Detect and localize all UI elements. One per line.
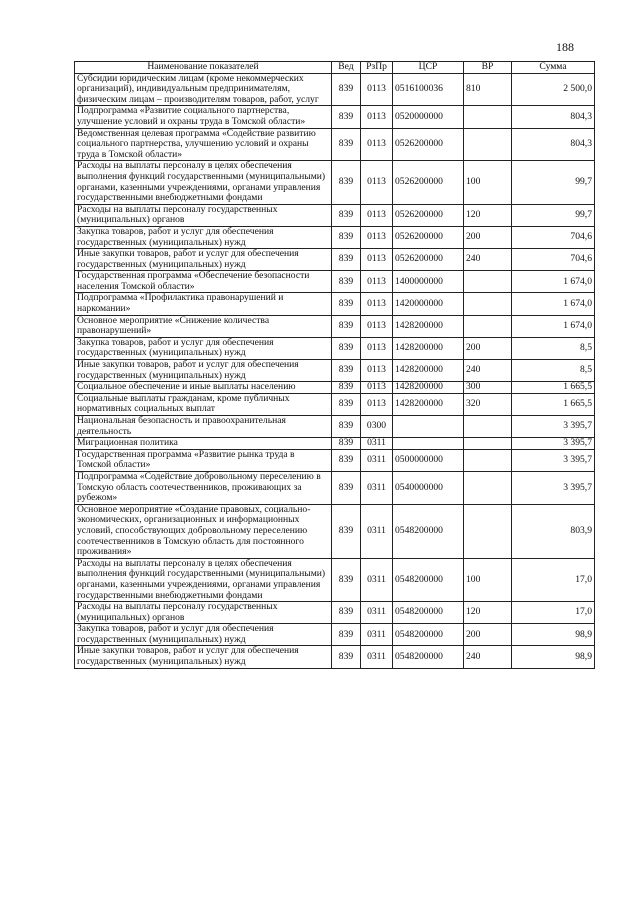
cell-vr: [464, 471, 512, 504]
budget-table: [74, 61, 595, 669]
cell-ved: 839: [332, 602, 361, 624]
table-row: [75, 128, 595, 161]
cell-vr: [464, 315, 512, 337]
cell-rzpr: 0113: [361, 315, 393, 337]
cell-rzpr: 0113: [361, 73, 393, 106]
cell-rzpr: 0113: [361, 337, 393, 359]
cell-name: Расходы на выплаты персоналу государственных (муниципальных) органов: [75, 204, 332, 226]
cell-csr: 0526200000: [393, 128, 464, 161]
table-row: [75, 106, 595, 128]
cell-name: Иные закупки товаров, работ и услуг для обеспечения государственных (муниципальных) нужд: [75, 646, 332, 668]
cell-csr: 0526200000: [393, 249, 464, 271]
cell-rzpr: 0113: [361, 382, 393, 394]
cell-vr: [464, 271, 512, 293]
cell-csr: [393, 416, 464, 438]
table-row: [75, 226, 595, 248]
cell-vr: 240: [464, 360, 512, 382]
cell-name: Миграционная политика: [75, 438, 332, 450]
cell-rzpr: 0113: [361, 271, 393, 293]
table-row: [75, 449, 595, 471]
cell-sum: 8,5: [512, 337, 595, 359]
cell-vr: [464, 128, 512, 161]
table-row: [75, 360, 595, 382]
cell-name: Закупка товаров, работ и услуг для обеспечения государственных (муниципальных) нужд: [75, 226, 332, 248]
cell-sum: 2 500,0: [512, 73, 595, 106]
table-row: [75, 393, 595, 415]
cell-ved: 839: [332, 624, 361, 646]
cell-csr: 0516100036: [393, 73, 464, 106]
cell-rzpr: 0311: [361, 646, 393, 668]
cell-name: Национальная безопасность и правоохранительная деятельность: [75, 416, 332, 438]
cell-csr: 1428200000: [393, 393, 464, 415]
cell-name: Расходы на выплаты персоналу в целях обеспечения выполнения функций государственными (муниципальными) органами, казенными учреждениями, органами управления государственными внебюджетными фондами: [75, 161, 332, 204]
cell-ved: 839: [332, 646, 361, 668]
cell-ved: 839: [332, 293, 361, 315]
cell-ved: 839: [332, 360, 361, 382]
cell-rzpr: 0113: [361, 204, 393, 226]
cell-rzpr: 0113: [361, 128, 393, 161]
table-row: [75, 471, 595, 504]
cell-vr: [464, 504, 512, 558]
cell-sum: 1 674,0: [512, 271, 595, 293]
cell-rzpr: 0113: [361, 249, 393, 271]
header-row: [75, 62, 595, 74]
cell-ved: 839: [332, 226, 361, 248]
cell-vr: 100: [464, 558, 512, 601]
cell-csr: 1428200000: [393, 315, 464, 337]
cell-sum: 17,0: [512, 558, 595, 601]
cell-sum: 704,6: [512, 249, 595, 271]
cell-csr: 0526200000: [393, 161, 464, 204]
cell-sum: 704,6: [512, 226, 595, 248]
table-row: [75, 438, 595, 450]
cell-csr: 0526200000: [393, 204, 464, 226]
cell-ved: 839: [332, 315, 361, 337]
cell-rzpr: 0300: [361, 416, 393, 438]
cell-csr: 0500000000: [393, 449, 464, 471]
header-sum: Сумма: [512, 62, 595, 74]
cell-sum: 8,5: [512, 360, 595, 382]
cell-sum: 98,9: [512, 624, 595, 646]
table-row: [75, 271, 595, 293]
header-name: Наименование показателей: [75, 62, 332, 74]
cell-name: Закупка товаров, работ и услуг для обеспечения государственных (муниципальных) нужд: [75, 624, 332, 646]
cell-name: Государственная программа «Обеспечение безопасности населения Томской области»: [75, 271, 332, 293]
header-rzpr: РзПр: [361, 62, 393, 74]
cell-sum: 1 674,0: [512, 315, 595, 337]
page-number: 188: [556, 40, 574, 54]
cell-rzpr: 0311: [361, 558, 393, 601]
cell-rzpr: 0113: [361, 161, 393, 204]
cell-ved: 839: [332, 382, 361, 394]
cell-csr: 0526200000: [393, 226, 464, 248]
table-row: [75, 646, 595, 668]
cell-ved: 839: [332, 438, 361, 450]
cell-sum: 3 395,7: [512, 471, 595, 504]
table-row: [75, 73, 595, 106]
cell-name: Закупка товаров, работ и услуг для обеспечения государственных (муниципальных) нужд: [75, 337, 332, 359]
cell-name: Государственная программа «Развитие рынка труда в Томской области»: [75, 449, 332, 471]
cell-csr: 0548200000: [393, 558, 464, 601]
cell-vr: 200: [464, 337, 512, 359]
cell-ved: 839: [332, 416, 361, 438]
cell-vr: 240: [464, 646, 512, 668]
cell-name: Субсидии юридическим лицам (кроме некоммерческих организаций), индивидуальным предпринимателям, физическим лицам – производителям товаров, работ, услуг: [75, 73, 332, 106]
cell-vr: [464, 438, 512, 450]
cell-vr: [464, 449, 512, 471]
cell-ved: 839: [332, 504, 361, 558]
cell-csr: 1428200000: [393, 382, 464, 394]
cell-name: Подпрограмма «Развитие социального партнерства, улучшение условий и охраны труда в Томской области»: [75, 106, 332, 128]
cell-ved: 839: [332, 449, 361, 471]
cell-sum: 3 395,7: [512, 416, 595, 438]
table-header: [75, 62, 595, 74]
cell-rzpr: 0311: [361, 504, 393, 558]
cell-vr: 300: [464, 382, 512, 394]
header-vr: ВР: [464, 62, 512, 74]
cell-name: Подпрограмма «Содействие добровольному переселению в Томскую область соотечественников, проживающих за рубежом»: [75, 471, 332, 504]
cell-rzpr: 0113: [361, 293, 393, 315]
cell-rzpr: 0113: [361, 360, 393, 382]
table-row: [75, 249, 595, 271]
cell-csr: 0548200000: [393, 646, 464, 668]
cell-vr: 200: [464, 226, 512, 248]
cell-vr: 240: [464, 249, 512, 271]
cell-csr: 0520000000: [393, 106, 464, 128]
cell-ved: 839: [332, 73, 361, 106]
cell-csr: 0548200000: [393, 624, 464, 646]
cell-rzpr: 0311: [361, 624, 393, 646]
cell-sum: 3 395,7: [512, 438, 595, 450]
cell-csr: 1420000000: [393, 293, 464, 315]
cell-sum: 99,7: [512, 161, 595, 204]
cell-sum: 1 674,0: [512, 293, 595, 315]
cell-sum: 804,3: [512, 106, 595, 128]
cell-rzpr: 0311: [361, 602, 393, 624]
cell-name: Расходы на выплаты персоналу государственных (муниципальных) органов: [75, 602, 332, 624]
cell-csr: 1400000000: [393, 271, 464, 293]
cell-csr: 0548200000: [393, 602, 464, 624]
cell-vr: 120: [464, 602, 512, 624]
cell-ved: 839: [332, 271, 361, 293]
cell-ved: 839: [332, 337, 361, 359]
table-row: [75, 624, 595, 646]
table-row: [75, 504, 595, 558]
cell-sum: 803,9: [512, 504, 595, 558]
cell-name: Социальное обеспечение и иные выплаты населению: [75, 382, 332, 394]
cell-vr: 120: [464, 204, 512, 226]
cell-vr: 320: [464, 393, 512, 415]
cell-csr: 1428200000: [393, 337, 464, 359]
cell-ved: 839: [332, 558, 361, 601]
table-row: [75, 161, 595, 204]
cell-rzpr: 0113: [361, 393, 393, 415]
table-row: [75, 337, 595, 359]
cell-name: Расходы на выплаты персоналу в целях обеспечения выполнения функций государственными (муниципальными) органами, казенными учреждениями, органами управления государственными внебюджетными фондами: [75, 558, 332, 601]
cell-name: Социальные выплаты гражданам, кроме публичных нормативных социальных выплат: [75, 393, 332, 415]
cell-vr: [464, 416, 512, 438]
cell-rzpr: 0113: [361, 106, 393, 128]
table-row: [75, 204, 595, 226]
cell-rzpr: 0113: [361, 226, 393, 248]
cell-sum: 3 395,7: [512, 449, 595, 471]
header-ved: Вед: [332, 62, 361, 74]
cell-vr: [464, 293, 512, 315]
cell-ved: 839: [332, 128, 361, 161]
cell-name: Иные закупки товаров, работ и услуг для обеспечения государственных (муниципальных) нужд: [75, 360, 332, 382]
cell-ved: 839: [332, 161, 361, 204]
cell-vr: 200: [464, 624, 512, 646]
header-csr: ЦСР: [393, 62, 464, 74]
table-row: [75, 416, 595, 438]
cell-vr: 100: [464, 161, 512, 204]
cell-ved: 839: [332, 106, 361, 128]
cell-name: Ведомственная целевая программа «Содействие развитию социального партнерства, улучшению условий и охраны труда в Томской области»: [75, 128, 332, 161]
cell-name: Подпрограмма «Профилактика правонарушений и наркомании»: [75, 293, 332, 315]
cell-csr: 0540000000: [393, 471, 464, 504]
cell-ved: 839: [332, 249, 361, 271]
cell-name: Основное мероприятие «Создание правовых, социально-экономических, организационных и информационных условий, способствующих добровольному переселению соотечественников в Томскую область для постоянного проживания»: [75, 504, 332, 558]
cell-sum: 1 665,5: [512, 382, 595, 394]
table-row: [75, 602, 595, 624]
cell-rzpr: 0311: [361, 449, 393, 471]
cell-name: Иные закупки товаров, работ и услуг для обеспечения государственных (муниципальных) нужд: [75, 249, 332, 271]
cell-ved: 839: [332, 471, 361, 504]
cell-sum: 98,9: [512, 646, 595, 668]
cell-rzpr: 0311: [361, 471, 393, 504]
table-row: [75, 293, 595, 315]
cell-sum: 1 665,5: [512, 393, 595, 415]
table-row: [75, 382, 595, 394]
table-row: [75, 315, 595, 337]
cell-sum: 17,0: [512, 602, 595, 624]
cell-ved: 839: [332, 393, 361, 415]
cell-vr: 810: [464, 73, 512, 106]
cell-rzpr: 0311: [361, 438, 393, 450]
cell-csr: 0548200000: [393, 504, 464, 558]
cell-csr: 1428200000: [393, 360, 464, 382]
table-row: [75, 558, 595, 601]
cell-ved: 839: [332, 204, 361, 226]
cell-name: Основное мероприятие «Снижение количества правонарушений»: [75, 315, 332, 337]
cell-sum: 99,7: [512, 204, 595, 226]
table-body: [75, 73, 595, 668]
cell-vr: [464, 106, 512, 128]
cell-csr: [393, 438, 464, 450]
cell-sum: 804,3: [512, 128, 595, 161]
